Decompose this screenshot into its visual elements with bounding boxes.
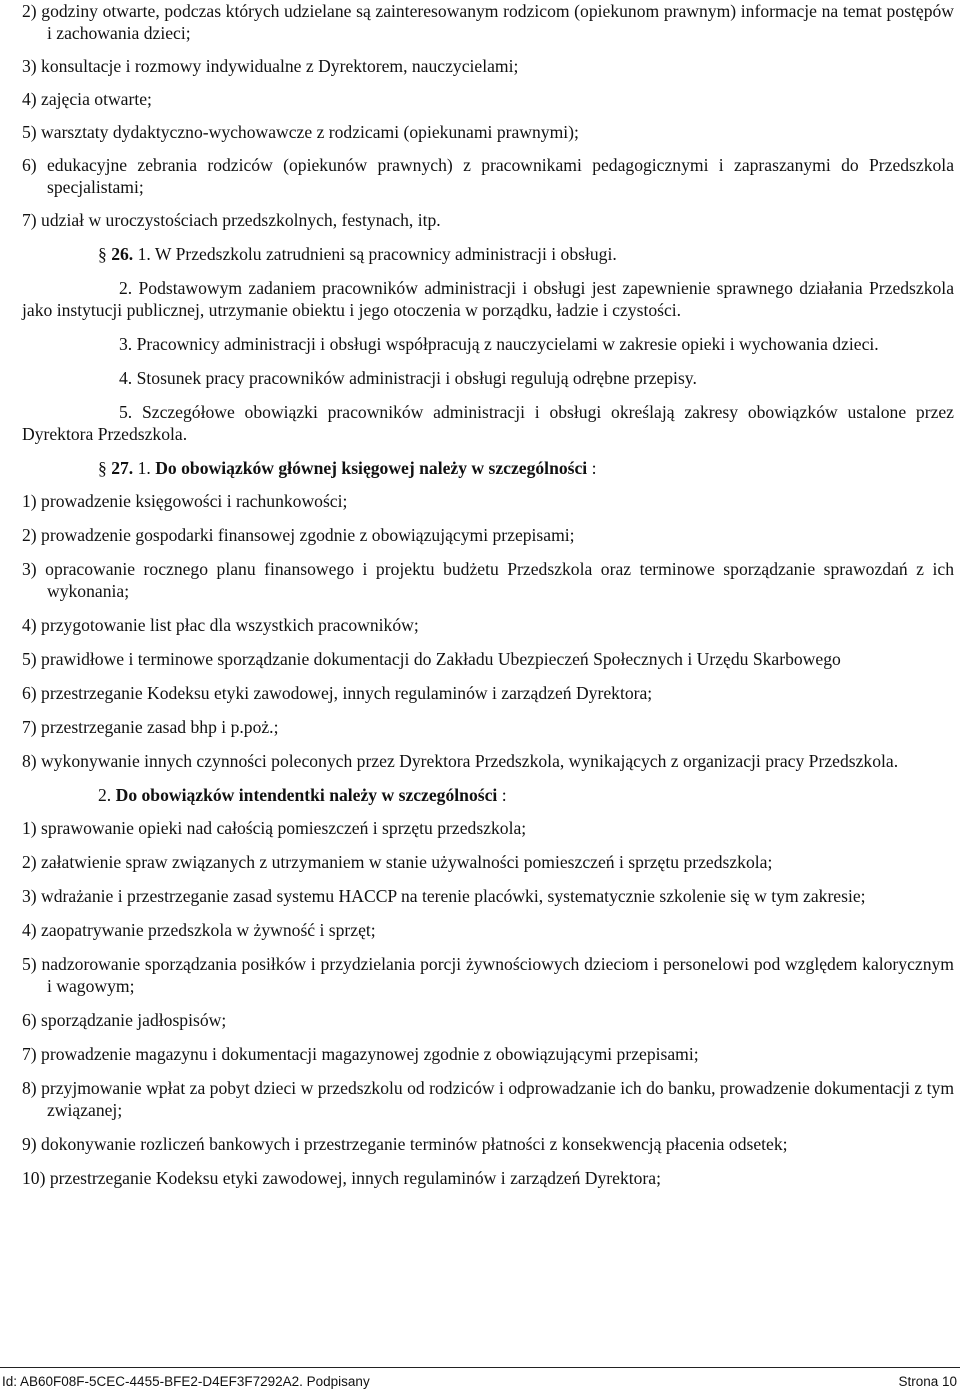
list-item: 6) edukacyjne zebrania rodziców (opiekunów prawnych) z pracownikami pedagogicznymi i zapraszanymi do Przedszkola specjalistami; <box>22 155 954 197</box>
paragraph-heading: Do obowiązków intendentki należy w szczególności <box>115 785 498 805</box>
document-page <box>22 0 954 1189</box>
paragraph-heading: Do obowiązków głównej księgowej należy w szczególności <box>155 458 588 478</box>
list-item: 4) przygotowanie list płac dla wszystkich pracowników; <box>22 615 419 635</box>
section-paragraph: 1. W Przedszkolu zatrudnieni są pracownicy administracji i obsługi. <box>137 244 617 264</box>
list-item: 5) warsztaty dydaktyczno-wychowawcze z rodzicami (opiekunami prawnymi); <box>22 122 579 142</box>
list-item: 6) sporządzanie jadłospisów; <box>22 1010 227 1030</box>
paragraph-2-heading <box>22 784 954 806</box>
list-item: 10) przestrzeganie Kodeksu etyki zawodowej, innych regulaminów i zarządzeń Dyrektora; <box>22 1168 661 1188</box>
section-number: 27. <box>111 458 134 478</box>
section-27-heading <box>22 457 954 479</box>
list-item: 8) przyjmowanie wpłat za pobyt dzieci w przedszkolu od rodziców i odprowadzanie ich do banku, prowadzenie dokumentacji z tym związanej; <box>22 1078 954 1120</box>
list-item: 2) godziny otwarte, podczas których udzielane są zainteresowanym rodzicom (opiekunom prawnym) informacje na temat postępów i zachowania dzieci; <box>22 1 954 43</box>
list-item: 2) prowadzenie gospodarki finansowej zgodnie z obowiązującymi przepisami; <box>22 525 575 545</box>
page-number: Strona 10 <box>898 1374 957 1389</box>
list-item: 2) załatwienie spraw związanych z utrzymaniem w stanie używalności pomieszczeń i sprzętu przedszkola; <box>22 852 773 872</box>
section-mark: § <box>98 244 107 264</box>
list-item: 1) sprawowanie opieki nad całością pomieszczeń i sprzętu przedszkola; <box>22 818 527 838</box>
paragraph-number: 1. <box>137 458 151 478</box>
list-item: 7) przestrzeganie zasad bhp i p.poż.; <box>22 717 279 737</box>
section-number: 26. <box>111 244 134 264</box>
list-item: 3) wdrażanie i przestrzeganie zasad systemu HACCP na terenie placówki, systematycznie szkolenie się w tym zakresie; <box>22 886 866 906</box>
list-item: 7) udział w uroczystościach przedszkolnych, festynach, itp. <box>22 210 441 230</box>
list-item: 1) prowadzenie księgowości i rachunkowości; <box>22 491 348 511</box>
list-item: 6) przestrzeganie Kodeksu etyki zawodowej, innych regulaminów i zarządzeń Dyrektora; <box>22 683 653 703</box>
section-paragraph: 4. Stosunek pracy pracowników administracji i obsługi regulują odrębne przepisy. <box>119 368 697 388</box>
list-item: 3) opracowanie rocznego planu finansowego i projektu budżetu Przedszkola oraz terminowe sporządzanie sprawozdań z ich wykonania; <box>22 559 954 601</box>
section-paragraph: 2. Podstawowym zadaniem pracowników administracji i obsługi jest zapewnienie sprawnego działania Przedszkola jako instytucji publicznej, utrzymanie obiektu i jego otoczenia w porządku, ładzie i czystości. <box>22 278 954 320</box>
section-paragraph: 3. Pracownicy administracji i obsługi współpracują z nauczycielami w zakresie opieki i wychowania dzieci. <box>119 334 879 354</box>
colon: : <box>497 785 507 805</box>
list-item: 4) zajęcia otwarte; <box>22 89 152 109</box>
list-item: 7) prowadzenie magazynu i dokumentacji magazynowej zgodnie z obowiązującymi przepisami; <box>22 1044 699 1064</box>
paragraph-number: 2. <box>98 785 112 805</box>
list-item: 8) wykonywanie innych czynności poleconych przez Dyrektora Przedszkola, wynikających z organizacji pracy Przedszkola. <box>22 751 899 771</box>
list-item: 4) zaopatrywanie przedszkola w żywność i sprzęt; <box>22 920 376 940</box>
document-id: Id: AB60F08F-5CEC-4455-BFE2-D4EF3F7292A2. Podpisany <box>2 1374 370 1389</box>
list-item: 3) konsultacje i rozmowy indywidualne z Dyrektorem, nauczycielami; <box>22 56 519 76</box>
list-item: 9) dokonywanie rozliczeń bankowych i przestrzeganie terminów płatności z konsekwencją płacenia odsetek; <box>22 1134 788 1154</box>
list-item: 5) prawidłowe i terminowe sporządzanie dokumentacji do Zakładu Ubezpieczeń Społecznych i Urzędu Skarbowego <box>22 649 841 669</box>
list-item: 5) nadzorowanie sporządzania posiłków i przydzielania porcji żywnościowych dzieciom i personelowi pod względem kalorycznym i wagowym; <box>22 954 954 996</box>
section-26-heading <box>22 243 954 265</box>
section-mark: § <box>98 458 107 478</box>
page-footer <box>0 1367 960 1392</box>
section-paragraph: 5. Szczegółowe obowiązki pracowników administracji i obsługi określają zakresy obowiązków ustalone przez Dyrektora Przedszkola. <box>22 402 954 444</box>
colon: : <box>587 458 597 478</box>
